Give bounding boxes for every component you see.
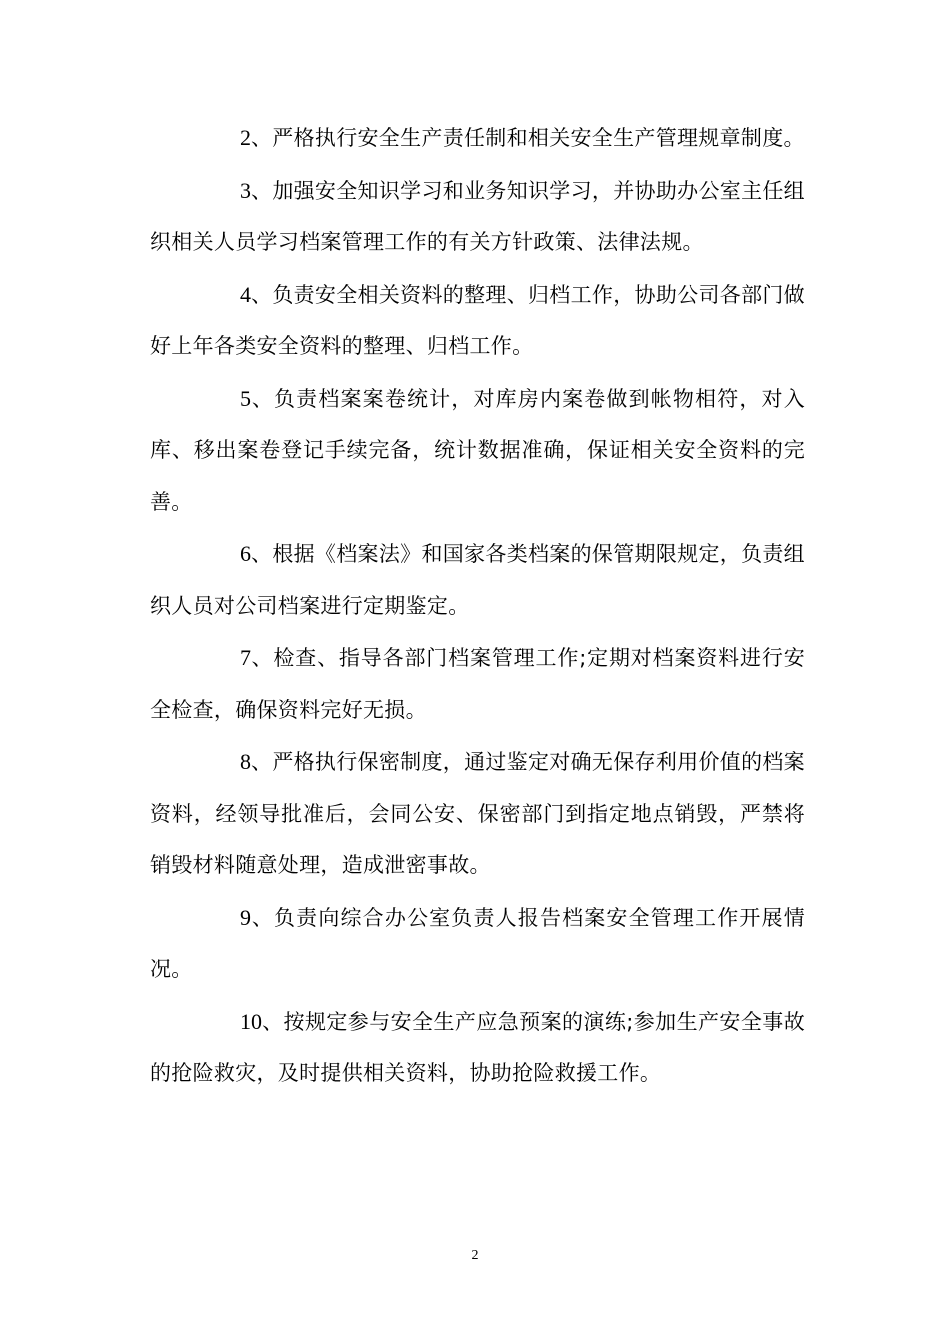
- paragraph-item-7: [150, 632, 805, 736]
- paragraph-item-3: [150, 165, 805, 269]
- item-number: 7: [240, 645, 251, 670]
- paragraph-text: 、检查、指导各部门档案管理工作;定期对档案资料进行安全检查，确保资料完好无损。: [150, 646, 805, 722]
- paragraph-text: 、严格执行安全生产责任制和相关安全生产管理规章制度。: [251, 126, 805, 150]
- paragraph-item-10: [150, 996, 805, 1100]
- paragraph-text: 、负责向综合办公室负责人报告档案安全管理工作开展情况。: [150, 905, 805, 981]
- paragraph-item-5: [150, 373, 805, 529]
- paragraph-item-8: [150, 736, 805, 892]
- paragraph-text: 、负责档案案卷统计，对库房内案卷做到帐物相符，对入库、移出案卷登记手续完备，统计数据准确，保证相关安全资料的完善。: [150, 386, 805, 514]
- item-number: 6: [240, 541, 251, 566]
- paragraph-item-4: [150, 269, 805, 373]
- item-number: 4: [240, 281, 251, 307]
- paragraph-text: 、根据《档案法》和国家各类档案的保管期限规定，负责组织人员对公司档案进行定期鉴定。: [150, 542, 805, 618]
- item-number: 2: [240, 125, 251, 150]
- item-number: 3: [240, 177, 251, 203]
- paragraph-text: 、按规定参与安全生产应急预案的演练;参加生产安全事故的抢险救灾，及时提供相关资料，协助抢险救援工作。: [150, 1009, 805, 1085]
- item-number: 9: [240, 904, 251, 930]
- paragraph-text: 、负责安全相关资料的整理、归档工作，协助公司各部门做好上年各类安全资料的整理、归档工作。: [150, 282, 805, 358]
- item-number: 5: [240, 385, 251, 411]
- item-number: 10: [240, 1008, 262, 1034]
- document-body: [150, 112, 805, 1100]
- paragraph-item-2: [150, 112, 805, 165]
- paragraph-item-9: [150, 892, 805, 996]
- paragraph-text: 、加强安全知识学习和业务知识学习，并协助办公室主任组织相关人员学习档案管理工作的有关方针政策、法律法规。: [150, 178, 805, 254]
- item-number: 8: [240, 749, 251, 774]
- paragraph-text: 、严格执行保密制度，通过鉴定对确无保存利用价值的档案资料，经领导批准后，会同公安、保密部门到指定地点销毁，严禁将销毁材料随意处理，造成泄密事故。: [150, 750, 805, 877]
- page-number: 2: [471, 1248, 479, 1263]
- paragraph-item-6: [150, 528, 805, 632]
